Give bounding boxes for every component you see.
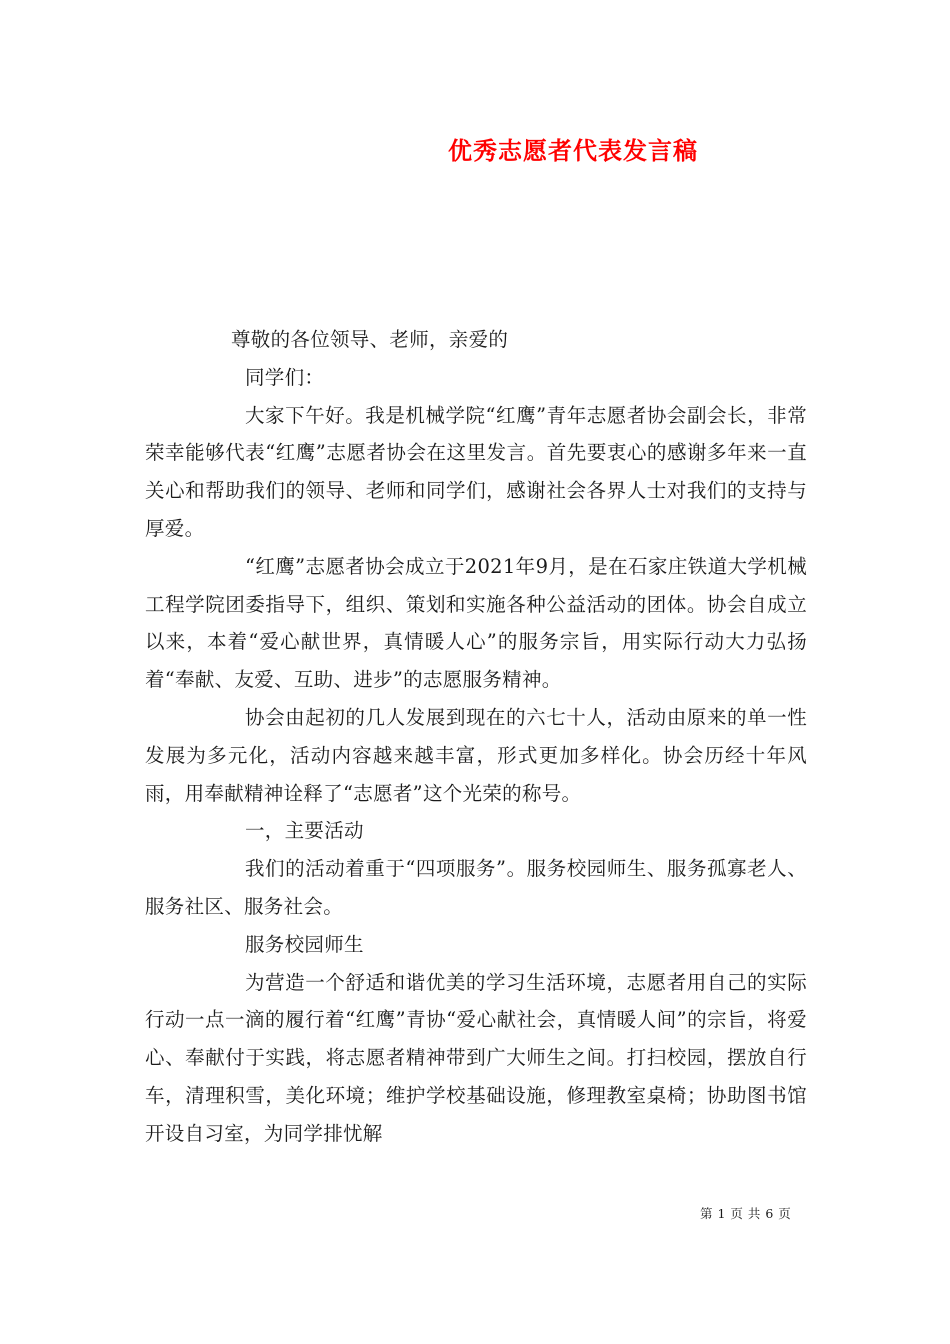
paragraph-campus-service: 为营造一个舒适和谐优美的学习生活环境，志愿者用自己的实际行动一点一滴的履行着“红鹰”青协“爱心献社会，真情暖人间”的宗旨，将爱心、奉献付于实践，将志愿者精神带到广大师生之间。打扫校园，摆放自行车，清理积雪，美化环境；维护学校基础设施，修理教室桌椅；协助图书馆开设自习室，为同学排忧解 xyxy=(145,970,807,1145)
paragraph-four-services: 我们的活动着重于“四项服务”。服务校园师生、服务孤寡老人、服务社区、服务社会。 xyxy=(145,857,807,918)
paragraph-association-growth: 协会由起初的几人发展到现在的六七十人，活动由原来的单一性发展为多元化，活动内容越来越丰富，形式更加多样化。协会历经十年风雨，用奉献精神诠释了“志愿者”这个光荣的称号。 xyxy=(145,705,807,805)
paragraph-association-intro: “红鹰”志愿者协会成立于2021年9月，是在石家庄铁道大学机械工程学院团委指导下，组织、策划和实施各种公益活动的团体。协会自成立以来，本着“爱心献世界，真情暖人心”的服务宗旨，用实际行动大力弘扬着“奉献、友爱、互助、进步”的志愿服务精神。 xyxy=(145,554,807,692)
page-indicator: 第 1 页 共 6 页 xyxy=(700,1206,792,1221)
document-body xyxy=(145,321,807,1153)
document-title: 优秀志愿者代表发言稿 xyxy=(448,136,698,165)
salutation-line-2: 同学们： xyxy=(245,365,325,389)
salutation-line-1: 尊敬的各位领导、老师，亲爱的 xyxy=(231,328,509,351)
subheading-campus-service: 服务校园师生 xyxy=(245,932,364,956)
paragraph-greeting: 大家下午好。我是机械学院“红鹰”青年志愿者协会副会长，非常荣幸能够代表“红鹰”志愿者协会在这里发言。首先要衷心的感谢多年来一直关心和帮助我们的领导、老师和同学们，感谢社会各界人士对我们的支持与厚爱。 xyxy=(145,403,807,540)
section-heading-main-activities: 一，主要活动 xyxy=(245,819,364,843)
